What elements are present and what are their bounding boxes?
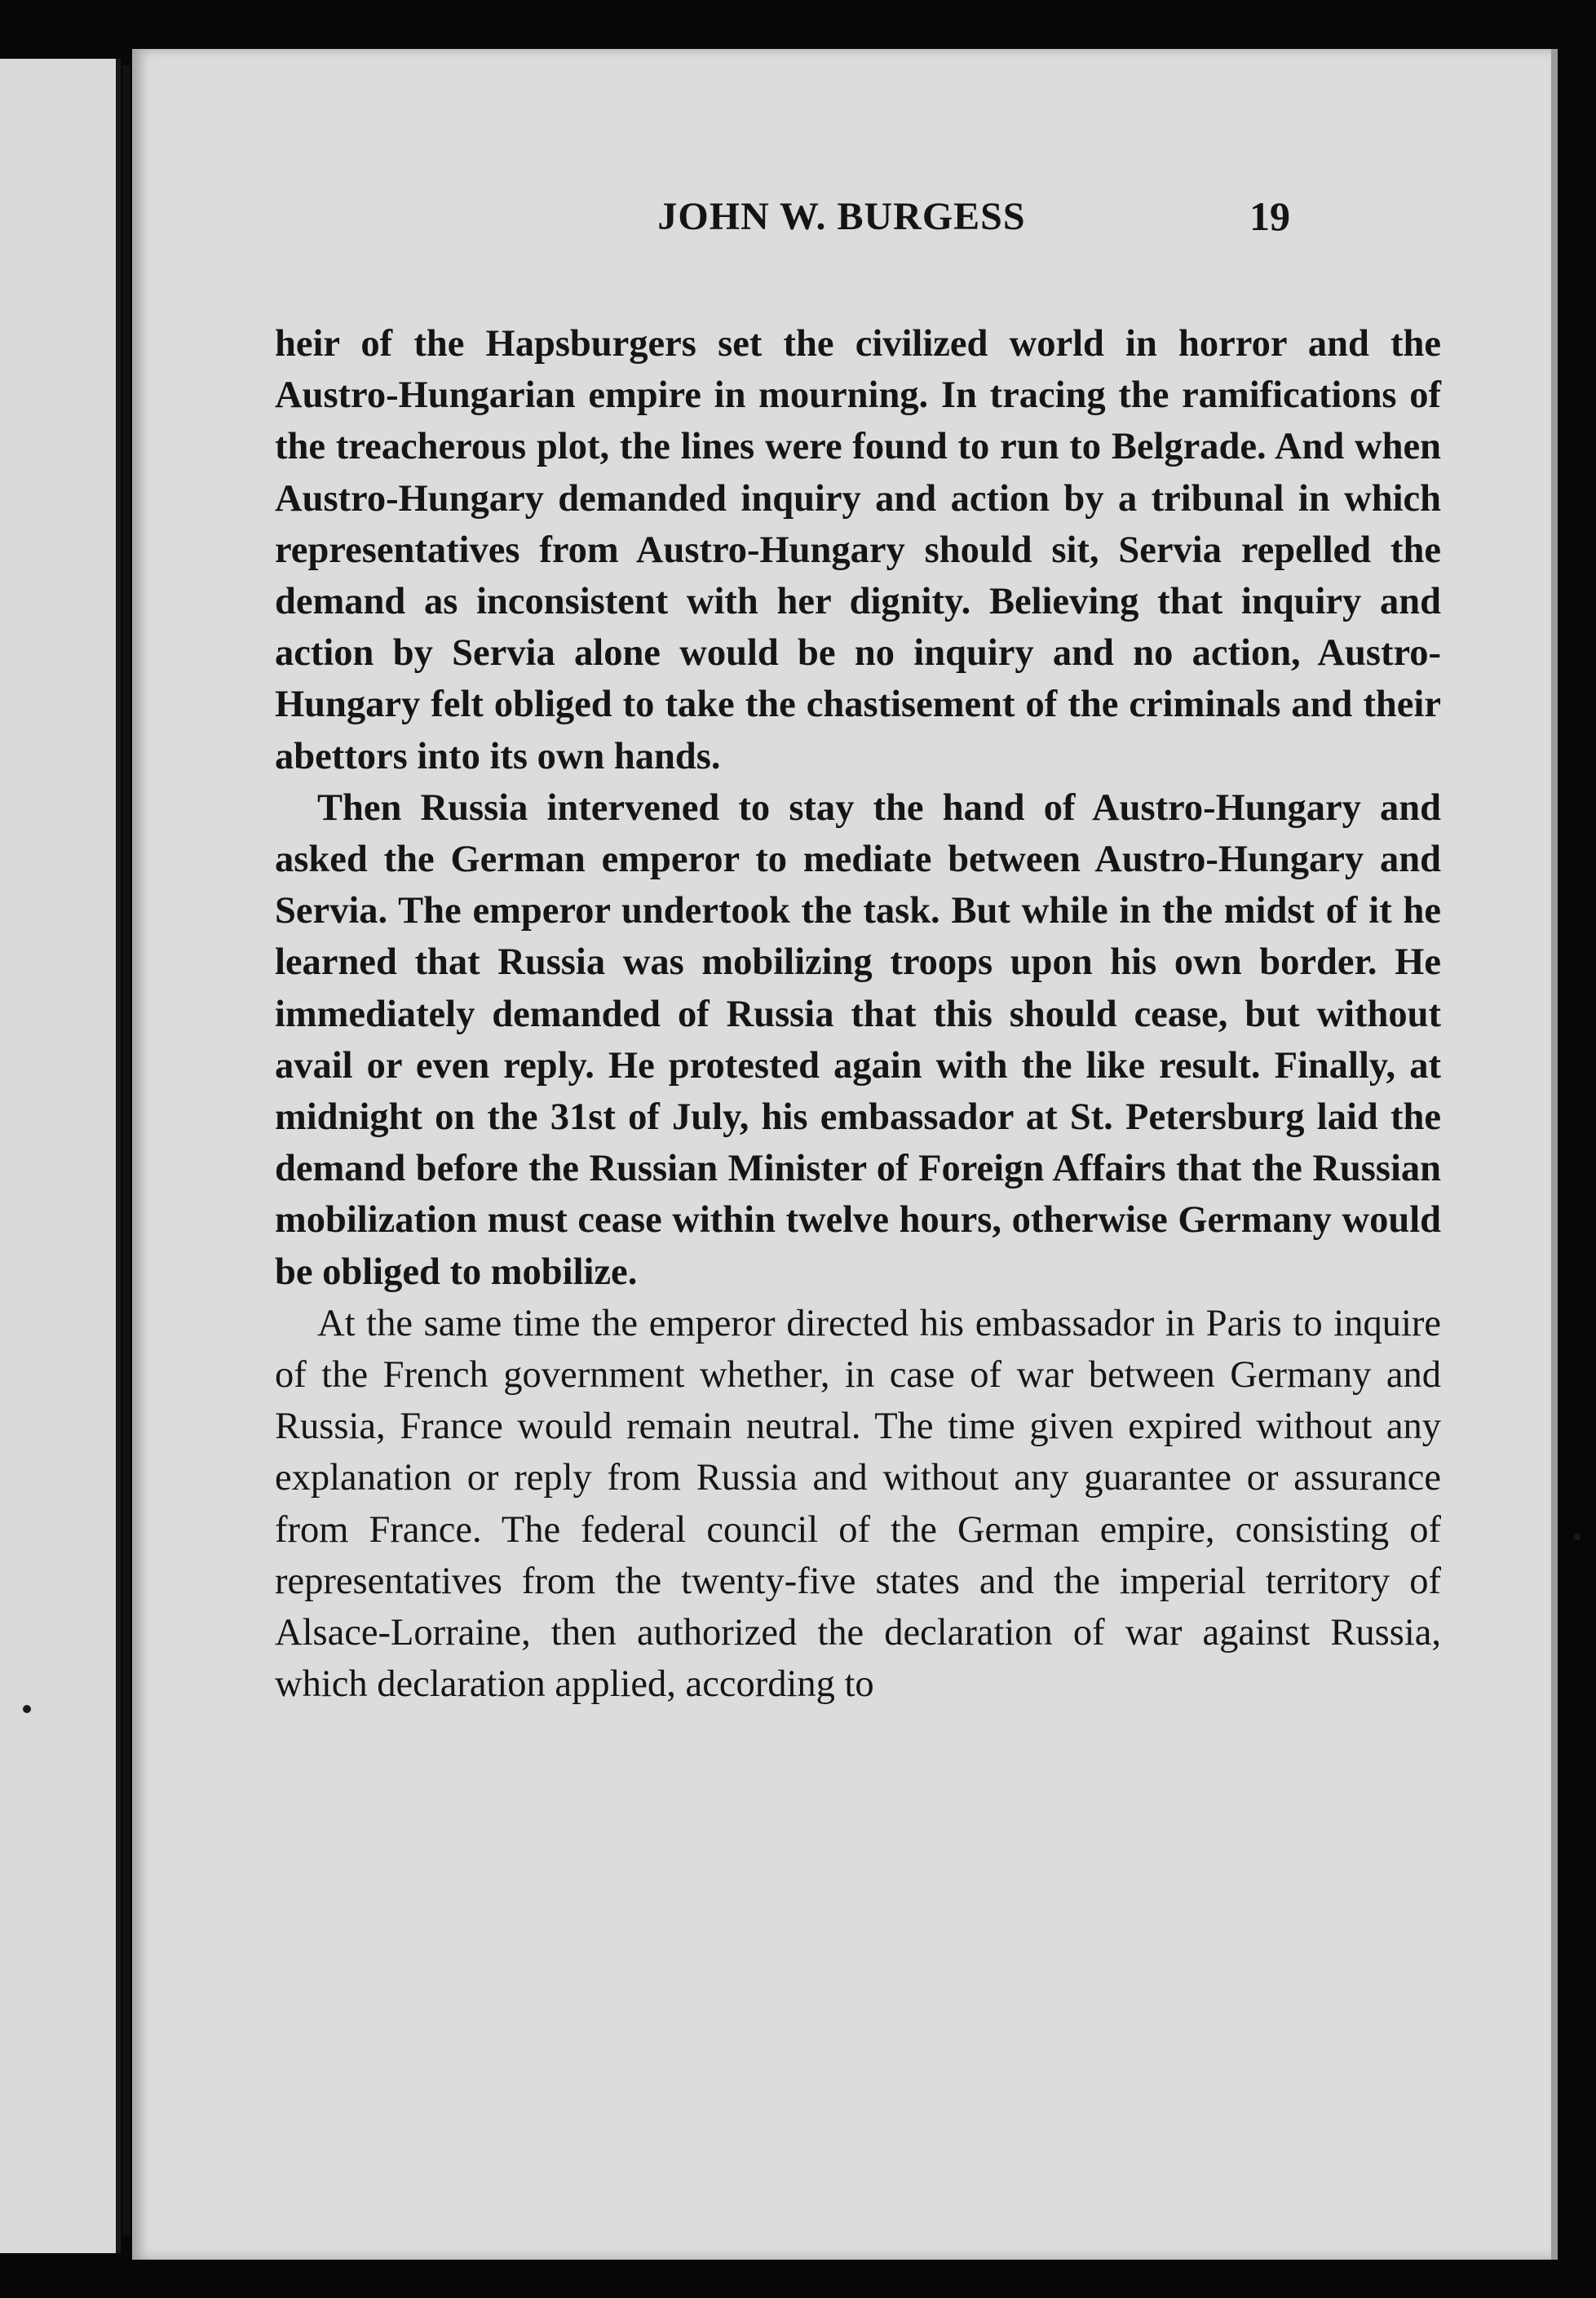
scan-speck [23,1705,31,1713]
page-number: 19 [1249,193,1290,239]
page-header [132,186,1551,259]
paragraph-3: At the same time the emperor directed his embassador in Paris to inquire of the French government whether, in case of war between Germany and Russia, France would remain neutral. The time given expired without any explanation or reply from Russia and without any guarantee or assurance from France. The federal council of the German empire, consisting of representatives from the twenty-five states and the imperial territory of Alsace-Lorraine, then authorized the declaration of war against Russia, which declaration applied, according to [275,1302,1441,1706]
book-page [132,49,1551,2260]
page-right-edge [1551,49,1558,2260]
body-text [275,318,1441,1710]
book-gutter [122,65,130,2235]
running-head: JOHN W. BURGESS [657,195,1026,238]
paragraph-2: Then Russia intervened to stay the hand of Austro-Hungary and asked the German emperor to mediate between Austro-Hungary and Servia. The emperor undertook the task. But while in the midst of it he learned that Russia was mobilizing troops upon his own border. He immediately demanded of Russia that this should cease, but without avail or even reply. He protested again with the like result. Finally, at midnight on the 31st of July, his embassador at St. Petersburg laid the demand before the Russian Minister of Foreign Affairs that the Russian mobilization must cease within twelve hours, otherwise Germany would be obliged to mobilize. [275,786,1441,1293]
paragraph-1: heir of the Hapsburgers set the civilized world in horror and the Austro-Hungarian empire in mourning. In tracing the ramifications of the treacherous plot, the lines were found to run to Belgrade. And when Austro-Hungary demanded inquiry and action by a tribunal in which representatives from Austro-Hungary should sit, Servia repelled the demand as inconsistent with her dignity. Believing that inquiry and action by Servia alone would be no inquiry and no action, Austro-Hungary felt obliged to take the chastisement of the criminals and their abettors into its own hands. [275,323,1441,777]
left-page-edge [0,59,121,2253]
scan-speck [1574,1534,1581,1540]
